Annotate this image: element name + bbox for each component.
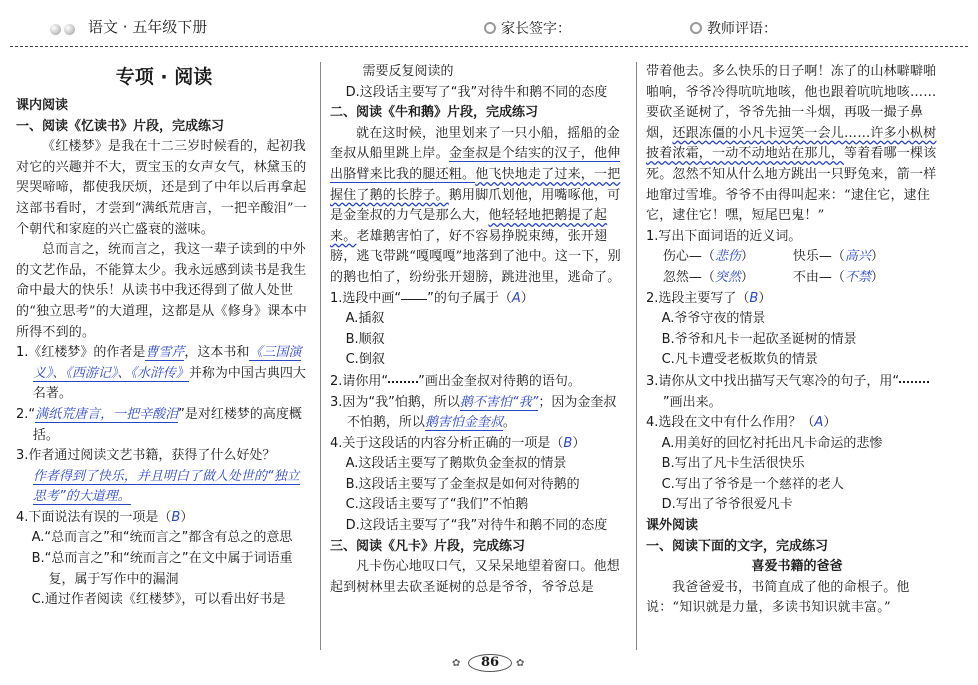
answer-choice: B <box>171 509 181 525</box>
option: C.倒叙 <box>345 352 385 368</box>
question-1: 1.《红楼梦》的作者是曹雪芹，这本书和《三国演义》、《西游记》、《水浒传》并称为中国古典四大名著。 <box>16 345 306 402</box>
flower-icon <box>690 22 702 34</box>
section-title: 专项 · 阅读 <box>115 66 213 88</box>
column-2 <box>330 62 628 652</box>
option-continuation: 需要反复阅读的 <box>362 64 454 79</box>
leaf-icon: ✿ <box>452 658 461 669</box>
page-number: 86 <box>480 655 500 670</box>
passage-paragraph: 带着他去。多么快乐的日子啊！冻了的山林噼噼啪啪响，爷爷冷得吭吭地咳，他也跟着吭吭地咳……要砍圣诞树了，爷爷先抽一斗烟，再吸一撮子鼻烟，还跟冻僵的小凡卡逗笑一会儿……许多小枞树披着浓霜，一动不动地站在那儿，等着看哪一棵该死。忽然不知从什么地方跳出一只野兔来，箭一样地窜过雪堆。爷爷不由得叫起来：“逮住它，逮住它，逮住它！嘿，短尾巴鬼！” <box>646 64 937 224</box>
option: A.“总而言之”和“统而言之”都含有总之的意思 <box>31 530 293 546</box>
answer-text: 鹅害怕金奎叔 <box>424 415 503 431</box>
question-4: 4.关于这段话的内容分析正确的一项是（B） <box>330 435 586 451</box>
column-3 <box>646 62 948 652</box>
answer-text: 不禁 <box>844 269 871 285</box>
part-title: 一、阅读下面的文字，完成练习 <box>646 538 829 554</box>
option: D.这段话主要写了“我”对待牛和鹅不同的态度 <box>345 84 608 100</box>
question-4: 4.下面说法有误的一项是（B） <box>16 509 194 525</box>
question-4: 4.选段在文中有什么作用？（A） <box>646 415 837 431</box>
answer-text: 悲伤 <box>714 249 741 265</box>
passage-paragraph: 就在这时候，池里划来了一只小船，摇船的金奎叔从船里跳上岸。金奎叔是个结实的汉子，他伸出胳臂来比我的腿还粗。他飞快地走了过来，一把握住了鹅的长脖子。鹅用脚爪划他，用嘴啄他，可是金奎叔的力气是那么大，他轻轻地把鹅提了起来。老雄鹅害怕了，好不容易挣脱束缚，张开翅膀，逃飞带跳“嘎嘎嘎”地落到了池中。这一下，别的鹅也怕了，纷纷张开翅膀，跳进池里，逃命了。 <box>330 125 621 285</box>
option: A.用美好的回忆衬托出凡卡命运的悲惨 <box>661 435 883 451</box>
option: A.插叙 <box>345 311 385 327</box>
answer-text: 高兴 <box>844 249 871 265</box>
leaf-icon: ✿ <box>516 658 525 669</box>
column-divider <box>636 62 637 650</box>
option: B.这段话主要写了金奎叔是如何对待鹅的 <box>345 476 580 492</box>
option: D.这段话主要写了“我”对待牛和鹅不同的态度 <box>345 518 608 534</box>
question-3: 3.作者通过阅读文艺书籍，获得了什么好处？ <box>16 448 276 464</box>
passage-paragraph: 我爸爸爱书，书简直成了他的命根子。他说：“知识就是力量，多读书知识就丰富。” <box>646 579 910 616</box>
header-dots-decoration <box>50 20 78 39</box>
subsection-heading: 课内阅读 <box>16 98 69 113</box>
answer-text: 满纸荒唐言，一把辛酸泪 <box>35 406 179 422</box>
passage-paragraph: 总而言之，统而言之，我这一辈子读到的中外的文艺作品，不能算太少。我永远感到读书是我生命中最大的快乐！从读书中我还得到了做人处世的“独立思考”的大道理，这都是从《修身》课本中所得不到的。 <box>16 242 307 340</box>
synonym-row: 伤心—（悲伤） 快乐—（高兴） <box>662 249 884 265</box>
option: C.这段话主要写了“我们”不怕鹅 <box>345 497 529 513</box>
column-1 <box>16 62 312 652</box>
part-title: 一、阅读《忆读书》片段，完成练习 <box>16 118 225 134</box>
question-1: 1.写出下面词语的近义词。 <box>646 228 802 244</box>
answer-text: 《三国演义》、《西游记》、《水浒传》 <box>32 345 302 381</box>
answer-text: 作者得到了快乐，并且明白了做人处世的“独立思考”的大道理。 <box>32 468 300 505</box>
option: A.爷爷守夜的情景 <box>661 311 766 327</box>
part-title: 三、阅读《凡卡》片段，完成练习 <box>330 538 526 554</box>
subsection-heading: 课外阅读 <box>646 518 699 534</box>
essay-title: 喜爱书籍的爸爸 <box>751 559 843 575</box>
passage-paragraph: 《红楼梦》是我在十二三岁时候看的，起初我对它的兴趣并不大，贾宝玉的女声女气，林黛玉的哭哭啼啼，都使我厌烦，还是到了中年以后再拿起这部书看时，才尝到“满纸荒唐言，一把辛酸泪”一个朝代和家庭的兴亡盛衰的滋味。 <box>16 139 307 237</box>
answer-text: 突然 <box>714 269 741 285</box>
teacher-comment-label: 教师评语： <box>707 21 777 37</box>
answer-text: 鹅不害怕“我” <box>459 394 539 410</box>
parent-sign-label: 家长签字： <box>501 21 571 37</box>
question-2: 2.选段主要写了（B） <box>646 290 772 306</box>
passage-paragraph: 凡卡伤心地叹口气，又呆呆地望着窗口。他想起到树林里去砍圣诞树的总是爷爷，爷爷总是 <box>330 559 621 595</box>
page-number-badge <box>452 652 525 674</box>
answer-text: 曹雪芹 <box>145 345 185 361</box>
straight-line-mark <box>401 289 427 300</box>
option: B.“总而言之”和“统而言之”在文中属于词语重复，属于写作中的漏洞 <box>31 551 293 587</box>
option: B.爷爷和凡卡一起砍圣诞树的情景 <box>661 331 857 347</box>
parent-sign-field <box>484 18 571 38</box>
answer-choice: B <box>749 290 759 306</box>
wavy-line-mark <box>388 371 418 383</box>
synonym-row: 忽然—（突然） 不由—（不禁） <box>662 269 884 285</box>
option: A.这段话主要写了鹅欺负金奎叔的情景 <box>345 456 567 472</box>
answer-choice: A <box>814 415 824 431</box>
question-2: 2.请你用“ ”画出金奎叔对待鹅的语句。 <box>330 371 628 393</box>
book-title: 语文 · 五年级下册 <box>88 18 208 36</box>
page-header <box>0 0 978 56</box>
question-3: 3.请你从文中找出描写天气寒冷的句子，用“”画出来。 <box>646 371 948 413</box>
answer-choice: B <box>563 435 573 451</box>
question-2: 2.“满纸荒唐言，一把辛酸泪”是对红楼梦的高度概括。 <box>16 406 302 443</box>
question-1: 1.选段中画“ ”的句子属于（A） <box>330 290 534 306</box>
option: B.写出了凡卡生活很快乐 <box>661 456 805 472</box>
option: D.写出了爷爷很爱凡卡 <box>661 497 793 513</box>
header-divider <box>10 46 968 47</box>
part-title: 二、阅读《牛和鹅》片段，完成练习 <box>330 105 539 121</box>
column-divider <box>320 62 321 650</box>
option: C.通过作者阅读《红楼梦》，可以看出好书是 <box>31 592 286 608</box>
question-3: 3.因为“我”怕鹅，所以鹅不害怕“我”；因为金奎叔不怕鹅，所以鹅害怕金奎叔。 <box>330 394 617 431</box>
answer-choice: A <box>511 290 521 306</box>
option: C.写出了爷爷是一个慈祥的老人 <box>661 476 844 492</box>
teacher-comment-field <box>690 18 777 38</box>
flower-icon <box>484 22 496 34</box>
option: B.顺叙 <box>345 331 385 347</box>
option: C.凡卡遭受老板欺负的情景 <box>661 352 818 368</box>
wavy-line-mark <box>899 371 929 383</box>
